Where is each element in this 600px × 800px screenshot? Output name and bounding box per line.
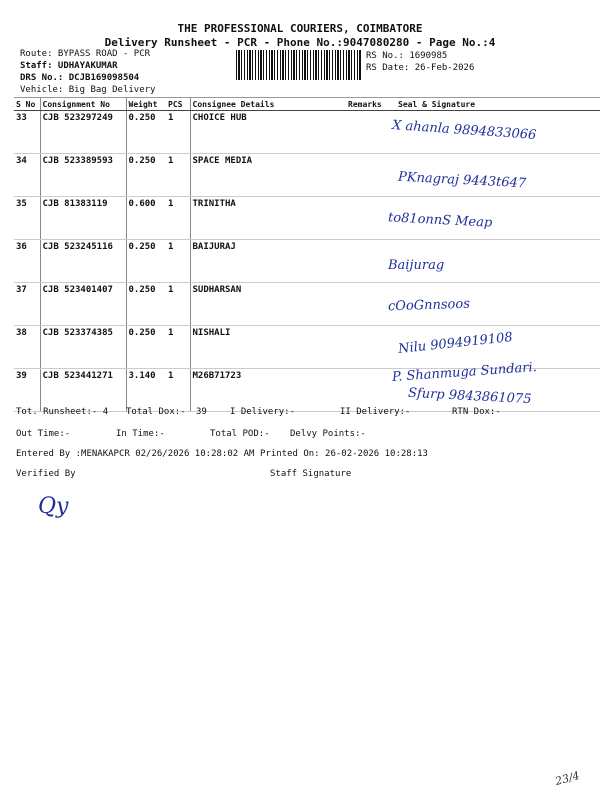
total-runsheet: Tot. Runsheet:- 4 xyxy=(16,407,109,417)
cell-consignment: CJB 523389593 xyxy=(40,154,126,197)
col-remarks: Remarks xyxy=(346,98,386,111)
cell-consignment: CJB 523401407 xyxy=(40,283,126,326)
signature-6: Nilu 9094919108 xyxy=(397,330,514,357)
cell-remarks xyxy=(346,240,386,283)
cell-consignee: M26B71723 xyxy=(190,369,346,412)
rtn-dox: RTN Dox:- xyxy=(452,407,501,417)
cell-consignment: CJB 81383119 xyxy=(40,197,126,240)
total-pod: Total POD:- xyxy=(210,429,270,439)
cell-weight: 3.140 xyxy=(126,369,166,412)
corner-mark: 23/4 xyxy=(553,769,581,788)
cell-sno: 35 xyxy=(14,197,40,240)
table-header-row xyxy=(14,98,600,111)
staff-signature-label: Staff Signature xyxy=(270,469,352,479)
cell-remarks xyxy=(346,283,386,326)
delvy-points: Delvy Points:- xyxy=(290,429,366,439)
cell-remarks xyxy=(346,369,386,412)
route-label: Route: BYPASS ROAD - PCR xyxy=(20,49,151,59)
cell-remarks xyxy=(346,154,386,197)
cell-sno: 39 xyxy=(14,369,40,412)
cell-sno: 37 xyxy=(14,283,40,326)
table-row xyxy=(14,283,600,326)
cell-consignee: CHOICE HUB xyxy=(190,111,346,154)
cell-sno: 38 xyxy=(14,326,40,369)
cell-consignee: BAIJURAJ xyxy=(190,240,346,283)
cell-weight: 0.250 xyxy=(126,111,166,154)
col-weight: Weight xyxy=(126,98,166,111)
cell-sno: 34 xyxy=(14,154,40,197)
printed-on: Printed On: 26-02-2026 10:28:13 xyxy=(260,449,428,459)
col-pcs: PCS xyxy=(166,98,190,111)
cell-weight: 0.250 xyxy=(126,283,166,326)
signature-7: P. Shanmuga Sundari. xyxy=(391,359,538,386)
cell-sno: 36 xyxy=(14,240,40,283)
table-row xyxy=(14,197,600,240)
cell-consignment: CJB 523374385 xyxy=(40,326,126,369)
cell-consignment: CJB 523245116 xyxy=(40,240,126,283)
cell-remarks xyxy=(346,197,386,240)
cell-weight: 0.250 xyxy=(126,326,166,369)
col-consignee: Consignee Details xyxy=(190,98,346,111)
rs-date: RS Date: 26-Feb-2026 xyxy=(366,63,475,73)
verified-signature: Qy xyxy=(38,494,69,519)
cell-consignee: SPACE MEDIA xyxy=(190,154,346,197)
signature-8: Sfurp 9843861075 xyxy=(407,385,532,408)
cell-sno: 33 xyxy=(14,111,40,154)
drs-label: DRS No.: DCJB169098504 xyxy=(20,73,140,83)
cell-remarks xyxy=(346,326,386,369)
cell-weight: 0.250 xyxy=(126,154,166,197)
total-dox-label: Total Dox:- xyxy=(126,407,186,417)
cell-pcs: 1 xyxy=(166,240,190,283)
cell-weight: 0.600 xyxy=(126,197,166,240)
cell-pcs: 1 xyxy=(166,197,190,240)
cell-pcs: 1 xyxy=(166,283,190,326)
barcode xyxy=(236,50,362,80)
signature-5: cOoGnnsoos xyxy=(387,296,471,315)
col-signature: Seal & Signature xyxy=(386,98,600,111)
signature-4: Baijurag xyxy=(388,258,445,273)
cell-remarks xyxy=(346,111,386,154)
cell-pcs: 1 xyxy=(166,369,190,412)
total-dox-value: 39 xyxy=(196,407,207,417)
verified-by-label: Verified By xyxy=(16,469,76,479)
i-delivery: I Delivery:- xyxy=(230,407,296,417)
cell-pcs: 1 xyxy=(166,326,190,369)
company-title: THE PROFESSIONAL COURIERS, COIMBATORE xyxy=(177,22,423,35)
cell-consignment: CJB 523297249 xyxy=(40,111,126,154)
cell-consignee: SUDHARSAN xyxy=(190,283,346,326)
runsheet-subtitle: Delivery Runsheet - PCR - Phone No.:9047080280 - Page No.:4 xyxy=(104,36,496,49)
vehicle-label: Vehicle: Big Bag Delivery xyxy=(20,85,156,95)
entered-by: Entered By :MENAKAPCR 02/26/2026 10:28:02 AM xyxy=(16,449,255,459)
cell-consignee: TRINITHA xyxy=(190,197,346,240)
out-time: Out Time:- xyxy=(16,429,71,439)
col-consignment: Consignment No xyxy=(40,98,126,111)
col-sno: S No xyxy=(14,98,40,111)
signature-1: X ahanla 9894833066 xyxy=(391,117,537,144)
cell-pcs: 1 xyxy=(166,154,190,197)
signature-3: to81onnS Meap xyxy=(387,210,493,231)
cell-consignee: NISHALI xyxy=(190,326,346,369)
ii-delivery: II Delivery:- xyxy=(340,407,411,417)
in-time: In Time:- xyxy=(116,429,165,439)
cell-pcs: 1 xyxy=(166,111,190,154)
cell-consignment: CJB 523441271 xyxy=(40,369,126,412)
table-row xyxy=(14,240,600,283)
staff-label: Staff: UDHAYAKUMAR xyxy=(20,61,118,71)
signature-2: PKnagraj 9443t647 xyxy=(397,169,527,192)
rs-number: RS No.: 1690985 xyxy=(366,51,448,61)
cell-weight: 0.250 xyxy=(126,240,166,283)
